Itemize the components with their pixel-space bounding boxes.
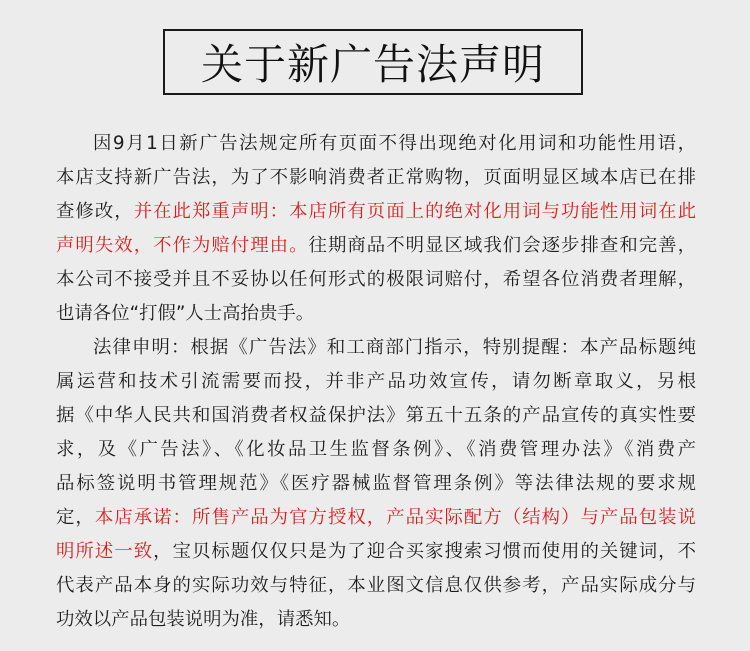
p1-line-5: 本公司不接受并且不妥协以任何形式的极限词赔付，希望各位消费者理解，: [56, 269, 696, 290]
p2-line-5: 品标签说明书管理规范》《医疗器械监督管理条例》等法律法规的要求规: [56, 473, 696, 494]
p2-line-7: [56, 535, 696, 569]
paragraph-2: [56, 331, 696, 637]
p2-line-4: 求，及《广告法》、《化妆品卫生监督条例》、《消费管理办法》《消费产: [56, 439, 696, 460]
p1-line-3-highlight: 并在此郑重声明：本店所有页面上的绝对化用词与功能性用词在此: [133, 201, 696, 222]
p2-line-6: [56, 501, 696, 535]
p1-line-3-text: 查修改，: [56, 201, 134, 222]
statement-body: [56, 127, 696, 637]
p2-line-6-text: 定，: [56, 507, 95, 528]
p2-line-2: 属运营和技术引流需要而投，并非产品功效宣传，请勿断章取义，另根: [56, 371, 696, 392]
title-box: [163, 29, 583, 95]
p1-line-1: 因9月1日新广告法规定所有页面不得出现绝对化用词和功能性用语，: [93, 133, 696, 154]
p2-line-7-highlight: 明所述一致: [56, 541, 154, 562]
paragraph-1: [56, 127, 696, 331]
p1-line-4-highlight: 声明失效，不作为赔付理由。: [56, 235, 309, 256]
p1-line-3: [56, 195, 696, 229]
p1-line-6: 也请各位“打假”人士高抬贵手。: [56, 303, 315, 324]
p1-line-2: 本店支持新广告法，为了不影响消费者正常购物，页面明显区域本店已在排: [56, 167, 696, 188]
p2-line-8: 代表产品本身的实际功效与特征，本业图文信息仅供参考，产品实际成分与: [56, 575, 696, 596]
page-title: 关于新广告法声明: [200, 40, 545, 89]
p2-line-3: 据《中华人民共和国消费者权益保护法》第五十五条的产品宣传的真实性要: [56, 405, 696, 426]
p1-line-4-text: 往期商品不明显区域我们会逐步排查和完善，: [308, 235, 696, 256]
p2-line-7-text: ，宝贝标题仅仅只是为了迎合买家搜索习惯而使用的关键词，不: [153, 541, 696, 562]
p2-line-6-highlight: 本店承诺：所售产品为官方授权，产品实际配方（结构）与产品包装说: [94, 507, 696, 528]
p2-line-9: 功效以产品包装说明为准，请悉知。: [56, 609, 351, 630]
p1-line-4: [56, 229, 696, 263]
p2-line-1: 法律申明：根据《广告法》和工商部门指示，特别提醒：本产品标题纯: [93, 337, 696, 358]
